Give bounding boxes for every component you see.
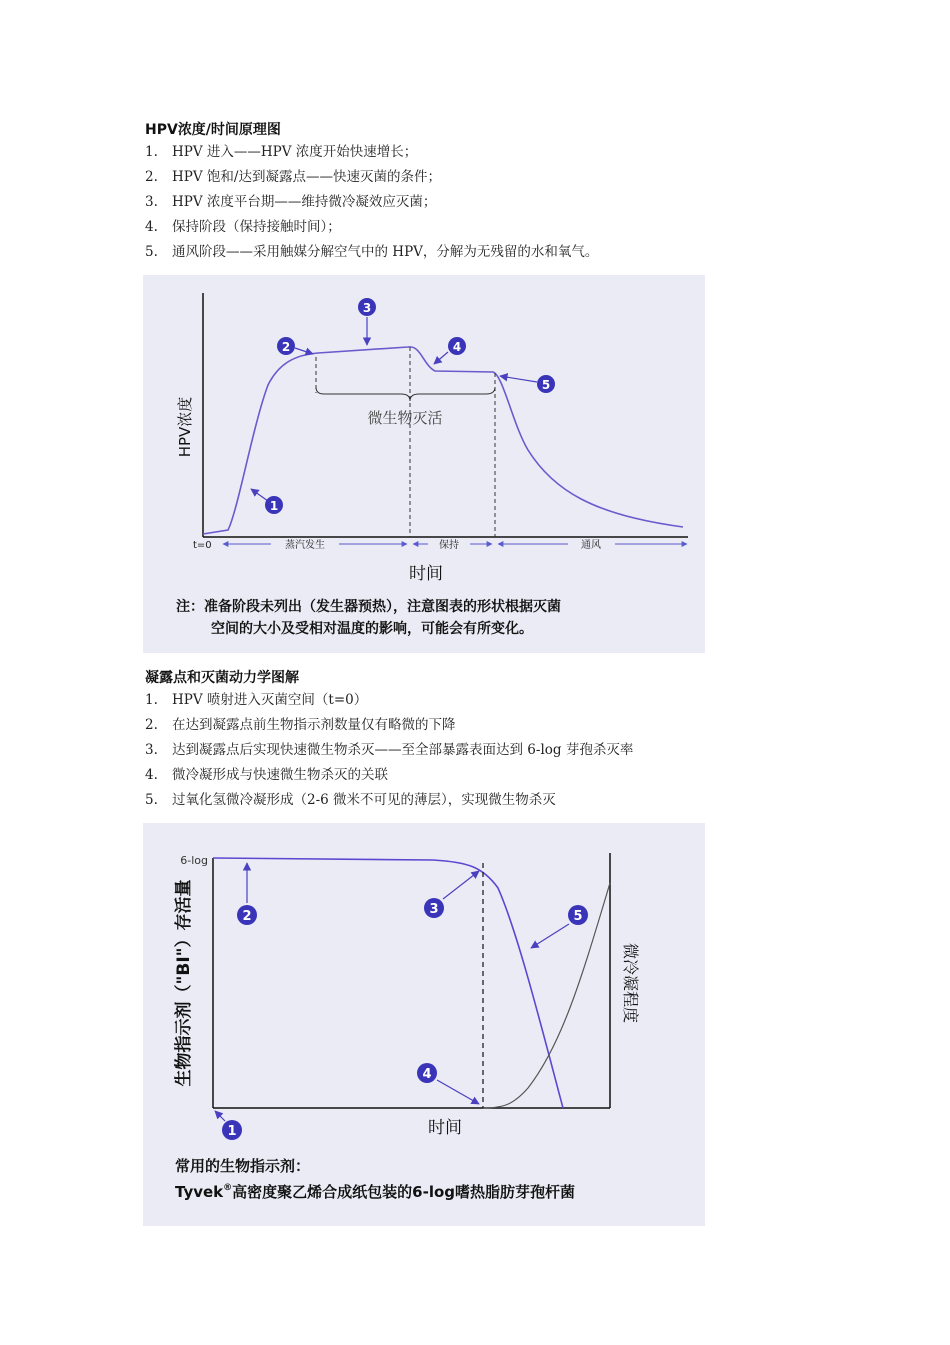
section1-title: HPV浓度/时间原理图 xyxy=(145,122,281,138)
bi-survival-curve xyxy=(213,858,563,1108)
marker-4 xyxy=(417,1063,479,1104)
list-item: 3. 达到凝露点后实现快速微生物杀灭——至全部暴露表面达到 6-log 芽孢杀灭率 xyxy=(145,742,634,758)
svg-text:4: 4 xyxy=(422,1067,432,1082)
section2-list xyxy=(145,688,633,813)
marker-4 xyxy=(434,337,466,364)
list-item: 2. 在达到凝露点前生物指示剂数量仅有略微的下降 xyxy=(145,717,456,733)
vent-phase-label: 通风 xyxy=(581,540,601,551)
x-axis-label: 时间 xyxy=(428,1118,462,1138)
svg-text:3: 3 xyxy=(429,902,439,917)
svg-text:2: 2 xyxy=(281,340,291,354)
list-item: 5. 通风阶段——采用触媒分解空气中的 HPV，分解为无残留的水和氧气。 xyxy=(145,244,599,260)
marker-2 xyxy=(237,863,257,925)
list-item: 4. 微冷凝形成与快速微生物杀灭的关联 xyxy=(145,767,388,783)
phase-timeline xyxy=(193,538,687,551)
note-line-1: 常用的生物指示剂： xyxy=(175,1157,311,1175)
steam-phase-label: 蒸汽发生 xyxy=(285,540,325,551)
svg-text:5: 5 xyxy=(573,909,583,924)
inactivation-bracket xyxy=(316,387,495,401)
list-item: 3. HPV 浓度平台期——维持微冷凝效应灭菌； xyxy=(145,194,437,210)
list-item: 1. HPV 进入——HPV 浓度开始快速增长； xyxy=(145,144,418,160)
marker-1 xyxy=(251,489,283,514)
section2-title: 凝露点和灭菌动力学图解 xyxy=(145,670,299,686)
dew-point-kinetics-figure xyxy=(143,823,705,1226)
x-axis-label: 时间 xyxy=(409,564,443,584)
y-axis-label: 生物指示剂（"BI"）存活量 xyxy=(174,879,194,1087)
marker-1 xyxy=(215,1111,242,1140)
list-item: 2. HPV 饱和/达到凝露点——快速灭菌的条件； xyxy=(145,169,441,185)
y-axis-label: HPV浓度 xyxy=(176,396,194,458)
marker-3 xyxy=(358,298,376,345)
svg-text:2: 2 xyxy=(242,909,252,924)
hpv-concentration-figure xyxy=(143,275,705,653)
hold-phase-label: 保持 xyxy=(439,540,459,551)
hpv-concentration-diagram xyxy=(143,275,705,653)
svg-text:3: 3 xyxy=(362,301,372,315)
note-line-2: 空间的大小及受相对温度的影响，可能会有所变化。 xyxy=(211,621,533,637)
svg-text:4: 4 xyxy=(452,340,462,354)
note-line-2: Tyvek®高密度聚乙烯合成纸包装的6-log嗜热脂肪芽孢杆菌 xyxy=(175,1183,576,1201)
list-item: 5. 过氧化氢微冷凝形成（2-6 微米不可见的薄层），实现微生物杀灭 xyxy=(145,792,556,808)
svg-text:5: 5 xyxy=(541,378,551,392)
svg-text:1: 1 xyxy=(269,499,279,513)
marker-5 xyxy=(531,905,588,948)
bracket-label: 微生物灭活 xyxy=(367,409,443,427)
marker-5 xyxy=(500,375,555,393)
marker-3 xyxy=(424,871,479,918)
dew-point-kinetics-diagram xyxy=(143,823,705,1226)
condensation-curve xyxy=(483,883,610,1108)
marker-2 xyxy=(277,337,313,355)
right-axis-label: 微冷凝程度 xyxy=(621,942,640,1024)
section1-list xyxy=(145,140,598,265)
list-item: 4. 保持阶段（保持接触时间）； xyxy=(145,219,341,235)
svg-text:1: 1 xyxy=(227,1124,237,1139)
y-tick-6log: 6-log xyxy=(180,854,208,867)
list-item: 1. HPV 喷射进入灭菌空间（t=0） xyxy=(145,692,368,708)
t0-label: t=0 xyxy=(193,540,212,551)
note-line-1: 注：准备阶段未列出（发生器预热），注意图表的形状根据灭菌 xyxy=(176,599,561,615)
